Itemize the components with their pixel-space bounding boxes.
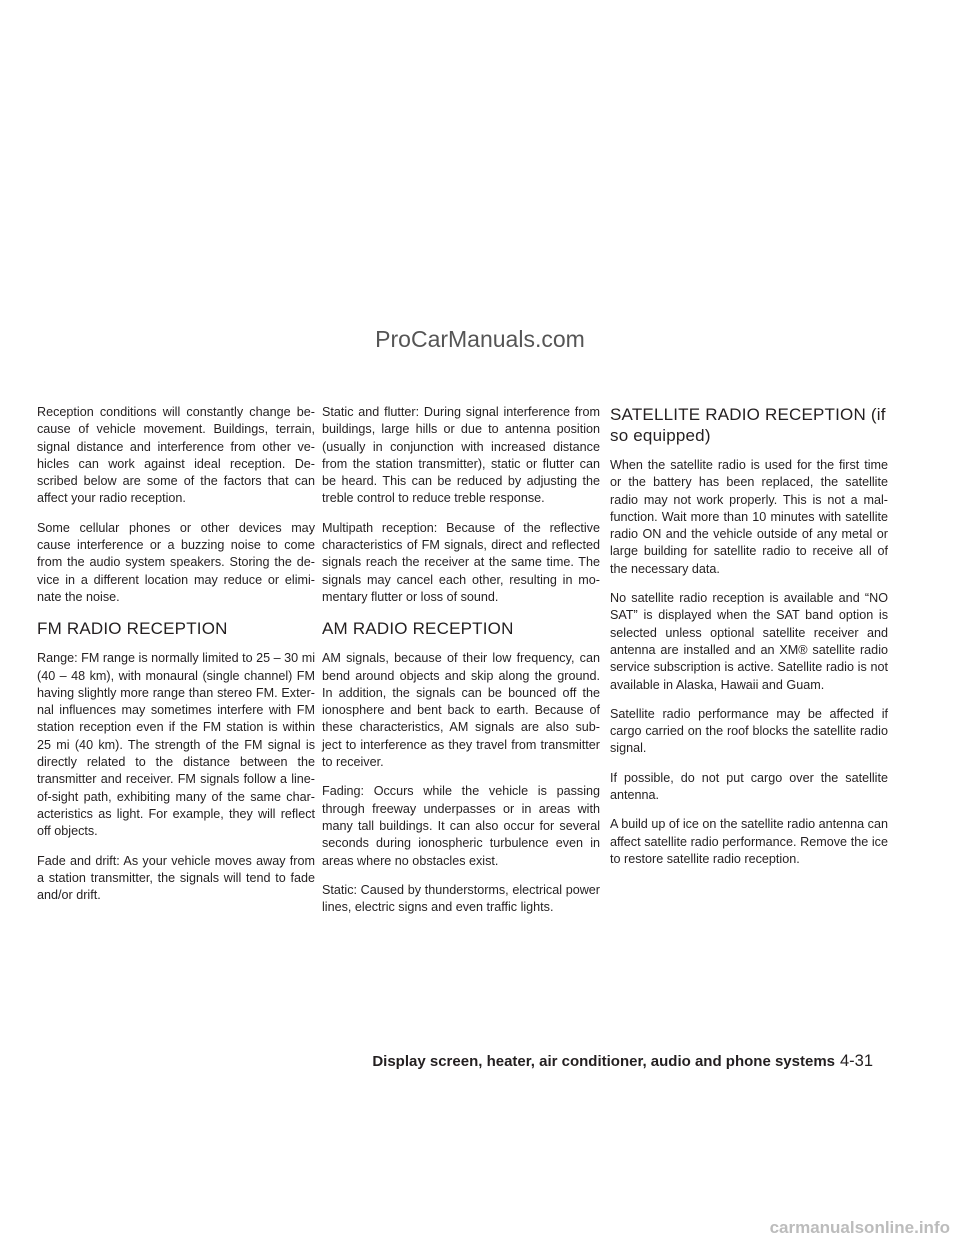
heading-am-radio-reception: AM RADIO RECEPTION [322,619,514,639]
paragraph: If possible, do not put cargo over the satellite antenna. [610,770,888,803]
paragraph: Fading: Occurs while the vehicle is passing through freeway underpasses or in areas with many tall buildings. It can also occur for several seconds during ionospheric turbulence even in areas where no obstacles exist. [322,784,600,868]
paragraph: Static: Caused by thunderstorms, electrical power lines, electric signs and even traffic lights. [322,882,600,915]
watermark-bottom: carmanualsonline.info [769,1218,950,1237]
paragraph: No satellite radio reception is available and “NO SAT” is displayed when the SAT band option is selected unless optional satellite receiver and antenna are installed and an XM® satellite radio service subscription is active. Satellite radio is not available in Alaska, Hawaii and Guam. [610,591,888,692]
column-2 [322,404,600,928]
page-number: 4-31 [840,1052,874,1070]
footer-section-title: Display screen, heater, air conditioner, audio and phone systems [372,1053,835,1070]
column-1 [37,404,315,916]
paragraph: A build up of ice on the satellite radio antenna can affect satellite radio performance. Remove the ice to restore satellite radio reception. [610,817,888,866]
heading-satellite-radio-reception: SATELLITE RADIO RECEPTION (if so equipped) [610,405,886,445]
paragraph: Satellite radio performance may be affected if cargo carried on the roof blocks the satellite radio signal. [610,706,888,756]
watermark-top: ProCarManuals.com [375,326,585,352]
paragraph: Reception conditions will constantly change be-cause of vehicle movement. Buildings, terrain, signal distance and interference from other ve-hicles can work against ideal reception. De-scribed below are some of the factors that can affect your radio reception. [37,405,315,506]
paragraph: Multipath reception: Because of the reflective characteristics of FM signals, direct and reflected signals reach the receiver at the same time. The signals may cancel each other, resulting in mo-mentary flutter or loss of sound. [322,520,600,604]
paragraph: Some cellular phones or other devices may cause interference or a buzzing noise to come from the audio system speakers. Storing the de-vice in a different location may reduce or elimi-nate the noise. [37,520,315,604]
heading-fm-radio-reception: FM RADIO RECEPTION [37,619,228,639]
paragraph: Static and flutter: During signal interference from buildings, large hills or due to antenna position (usually in conjunction with increased distance from the station transmitter), static or flutter can be heard. This can be reduced by adjusting the treble control to reduce treble response. [322,405,600,506]
paragraph: Fade and drift: As your vehicle moves away from a station transmitter, the signals will tend to fade and/or drift. [37,853,315,903]
paragraph: Range: FM range is normally limited to 25 – 30 mi (40 – 48 km), with monaural (single channel) FM having slightly more range than stereo FM. Exter-nal influences may sometimes interfere with FM station reception even if the FM station is within 25 mi (40 km). The strength of the FM signal is directly related to the distance between the transmitter and receiver. FM signals follow a line-of-sight path, exhibiting many of the same char-acteristics as light. For example, they will reflect off objects. [37,651,315,839]
column-3 [610,404,888,880]
paragraph: AM signals, because of their low frequency, can bend around objects and skip along the ground. In addition, the signals can be bounced off the ionosphere and bent back to earth. Because of these characteristics, AM signals are also sub-ject to interference as they travel from transmitter to receiver. [322,651,600,770]
paragraph: When the satellite radio is used for the first time or the battery has been replaced, the satellite radio may not work properly. This is not a mal-function. Wait more than 10 minutes with satellite radio ON and the vehicle outside of any metal or large building for satellite radio to receive all of the necessary data. [610,458,888,576]
